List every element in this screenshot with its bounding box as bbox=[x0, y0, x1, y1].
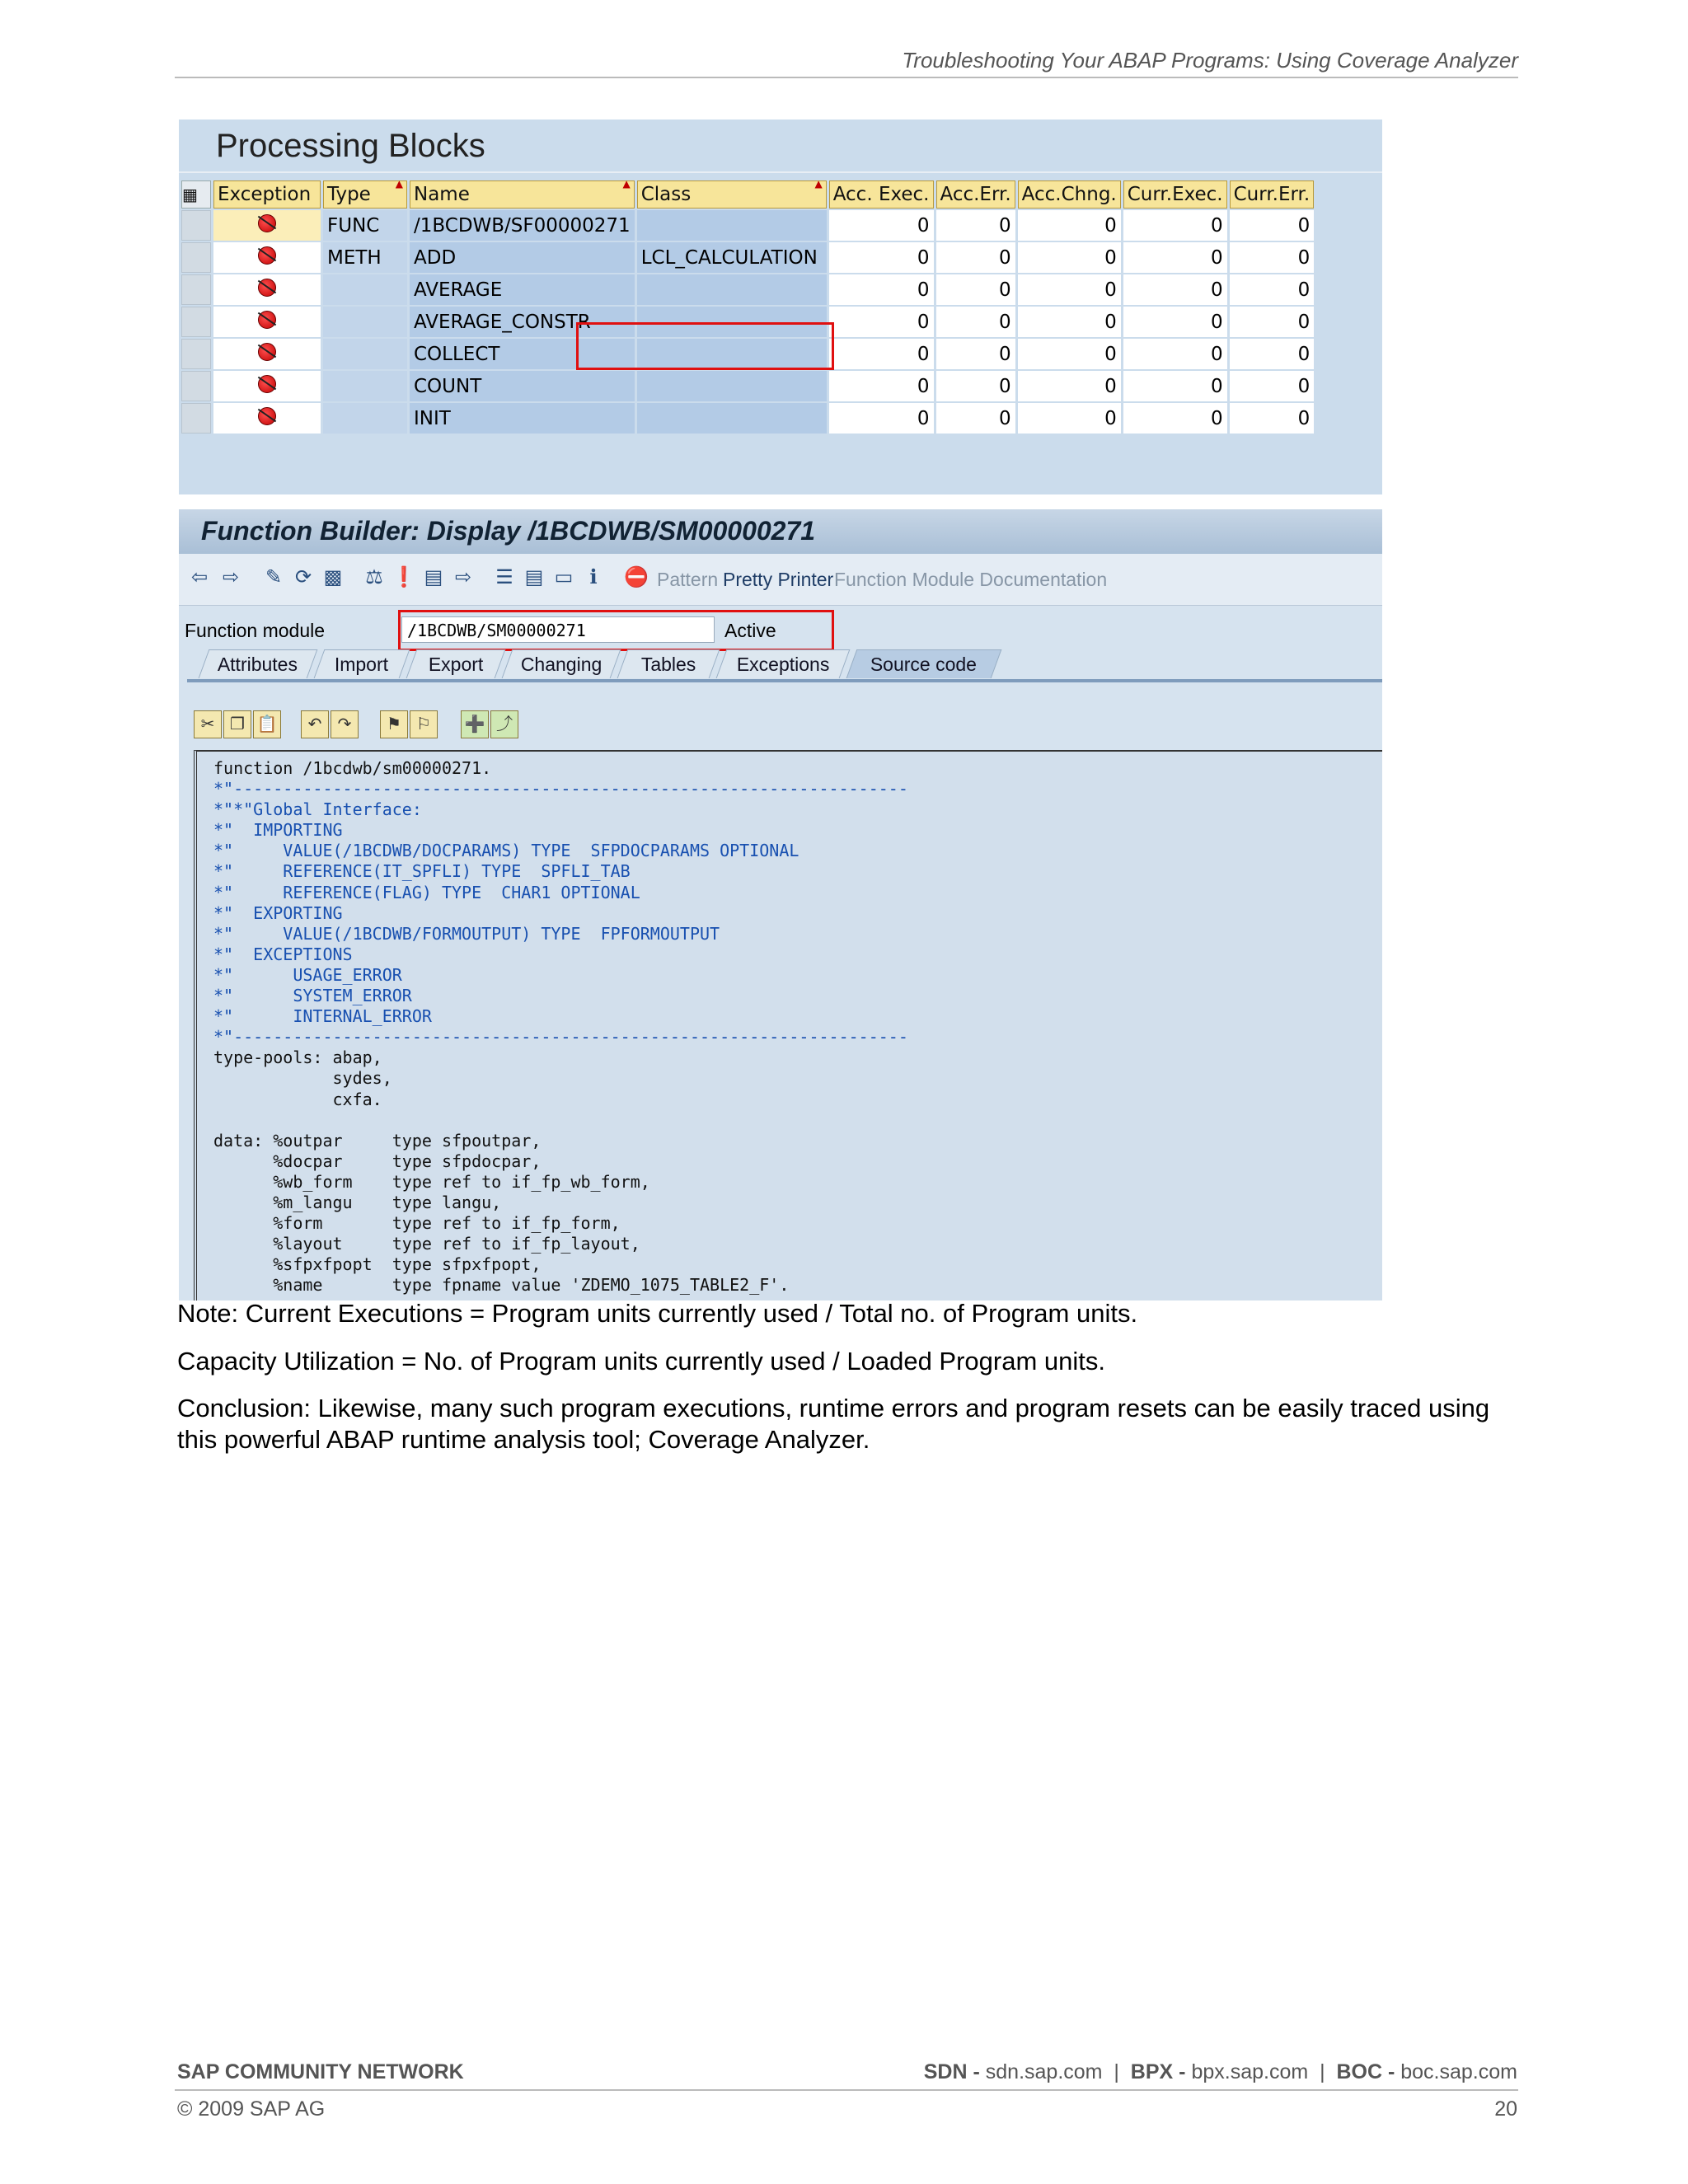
footer-boc-link[interactable]: boc.sap.com bbox=[1400, 2060, 1517, 2083]
code-line: data: %outpar type sfpoutpar, bbox=[213, 1130, 542, 1151]
tab-tables-label: Tables bbox=[640, 654, 696, 675]
pattern-button[interactable]: Pattern bbox=[657, 569, 719, 590]
column-header-acc-chng[interactable]: Acc.Chng. bbox=[1018, 180, 1121, 209]
exception-cell bbox=[213, 274, 321, 305]
exception-cell bbox=[213, 242, 321, 273]
footer-community-network: SAP COMMUNITY NETWORK bbox=[177, 2060, 464, 2083]
insert-icon[interactable]: ➕ bbox=[461, 710, 489, 738]
exception-cell bbox=[213, 403, 321, 434]
code-line: *"*"Global Interface: bbox=[213, 799, 422, 820]
tab-exceptions[interactable] bbox=[716, 649, 851, 678]
stop-icon[interactable]: ⛔ bbox=[624, 566, 649, 588]
table-row[interactable] bbox=[181, 210, 1314, 241]
fm-documentation-button[interactable]: Function Module Documentation bbox=[834, 569, 1108, 590]
tab-changing[interactable] bbox=[502, 649, 621, 678]
curr-exec-cell: 0 bbox=[1123, 210, 1227, 241]
tab-tables[interactable] bbox=[617, 649, 720, 678]
code-line: %layout type ref to if_fp_layout, bbox=[213, 1234, 640, 1254]
code-line: type-pools: abap, bbox=[213, 1047, 382, 1068]
code-line: sydes, bbox=[213, 1068, 392, 1089]
code-line: %wb_form type ref to if_fp_wb_form, bbox=[213, 1171, 650, 1192]
function-builder-panel bbox=[179, 509, 1382, 1301]
exception-cell bbox=[213, 371, 321, 401]
column-header-type[interactable]: Type ▲ bbox=[323, 180, 407, 209]
type-cell bbox=[323, 274, 407, 305]
code-line bbox=[213, 1110, 908, 1131]
curr-exec-cell: 0 bbox=[1123, 371, 1227, 401]
source-code-editor[interactable] bbox=[194, 750, 1382, 1301]
table-row[interactable] bbox=[181, 403, 1314, 434]
function-module-highlight-box bbox=[398, 610, 834, 651]
function-builder-title: Function Builder: Display /1BCDWB/SM00000271 bbox=[201, 516, 816, 546]
tab-attributes[interactable] bbox=[199, 649, 318, 678]
acc-chng-cell: 0 bbox=[1018, 403, 1121, 434]
code-line: %name type fpname value 'ZDEMO_1075_TABLE2_F'. bbox=[213, 1275, 790, 1296]
row-selector[interactable] bbox=[181, 371, 211, 401]
curr-err-cell: 0 bbox=[1230, 307, 1315, 337]
undo-icon[interactable]: ↶ bbox=[301, 710, 329, 738]
page-number: 20 bbox=[1494, 2097, 1517, 2121]
note-capacity-utilization: Capacity Utilization = No. of Program units currently used / Loaded Program units. bbox=[177, 1347, 1106, 1376]
code-line: *" REFERENCE(FLAG) TYPE CHAR1 OPTIONAL bbox=[213, 882, 640, 902]
curr-exec-cell: 0 bbox=[1123, 274, 1227, 305]
paste-icon[interactable]: 📋 bbox=[253, 710, 281, 738]
display-object-list-icon[interactable]: ▭ bbox=[554, 566, 574, 588]
exception-red-light-icon bbox=[258, 311, 276, 329]
acc-err-cell: 0 bbox=[936, 403, 1015, 434]
curr-err-cell: 0 bbox=[1230, 371, 1315, 401]
tab-import-label: Import bbox=[335, 654, 389, 675]
code-line: *" VALUE(/1BCDWB/DOCPARAMS) TYPE SFPDOCPARAMS OPTIONAL bbox=[213, 841, 799, 861]
name-cell: COUNT bbox=[410, 371, 635, 401]
name-cell: ADD bbox=[410, 242, 635, 273]
column-header-curr-err[interactable]: Curr.Err. bbox=[1230, 180, 1315, 209]
tab-export-label: Export bbox=[428, 654, 484, 675]
stack-icon[interactable]: ▤ bbox=[524, 566, 544, 588]
column-header-exception[interactable]: Exception bbox=[213, 180, 321, 209]
code-line: %sfpxfpopt type sfpxfpopt, bbox=[213, 1254, 542, 1275]
curr-exec-cell: 0 bbox=[1123, 307, 1227, 337]
edit-pencil-icon[interactable]: ✎ bbox=[265, 566, 283, 588]
page-header-title: Troubleshooting Your ABAP Programs: Using Coverage Analyzer bbox=[902, 48, 1518, 73]
where-used-icon[interactable]: ⇨ bbox=[454, 566, 472, 588]
grid-header-row bbox=[181, 180, 1314, 209]
type-cell bbox=[323, 403, 407, 434]
table-row[interactable] bbox=[181, 274, 1314, 305]
layout-menu-icon[interactable]: ▦ bbox=[182, 185, 198, 204]
class-cell bbox=[637, 403, 827, 434]
acc-exec-cell: 0 bbox=[829, 371, 934, 401]
title-divider bbox=[179, 171, 1382, 173]
table-row[interactable] bbox=[181, 371, 1314, 401]
curr-exec-cell: 0 bbox=[1123, 339, 1227, 369]
select-all-cell[interactable] bbox=[181, 180, 211, 209]
hierarchy-icon[interactable]: ☰ bbox=[495, 566, 513, 588]
test-icon[interactable]: ▤ bbox=[424, 566, 443, 588]
name-cell: COLLECT bbox=[410, 339, 635, 369]
acc-exec-cell: 0 bbox=[829, 274, 934, 305]
tab-exceptions-label: Exceptions bbox=[736, 654, 830, 675]
curr-exec-cell: 0 bbox=[1123, 242, 1227, 273]
find-icon[interactable]: ⚑ bbox=[380, 710, 408, 738]
code-line: *" VALUE(/1BCDWB/FORMOUTPUT) TYPE FPFORMOUTPUT bbox=[213, 923, 720, 944]
type-cell: FUNC bbox=[323, 210, 407, 241]
row-selector[interactable] bbox=[181, 274, 211, 305]
footer-copyright: © 2009 SAP AG bbox=[177, 2097, 326, 2121]
header-divider bbox=[175, 77, 1518, 78]
acc-err-cell: 0 bbox=[936, 242, 1015, 273]
exception-cell bbox=[213, 307, 321, 337]
name-cell: INIT bbox=[410, 403, 635, 434]
redo-icon[interactable]: ↷ bbox=[331, 710, 359, 738]
function-module-status: Active bbox=[724, 620, 776, 641]
acc-exec-cell: 0 bbox=[829, 307, 934, 337]
acc-exec-cell: 0 bbox=[829, 242, 934, 273]
type-cell: METH bbox=[323, 242, 407, 273]
type-cell bbox=[323, 307, 407, 337]
note-current-executions: Note: Current Executions = Program units currently used / Total no. of Program units. bbox=[177, 1299, 1138, 1328]
code-line: *" IMPORTING bbox=[213, 820, 343, 841]
code-line: *" EXPORTING bbox=[213, 902, 343, 923]
tab-source-code-label: Source code bbox=[870, 654, 978, 675]
exception-red-light-icon bbox=[258, 375, 276, 393]
exception-cell bbox=[213, 210, 321, 241]
check-icon[interactable]: ⚖ bbox=[365, 566, 383, 588]
function-module-field[interactable]: /1BCDWB/SM00000271 bbox=[401, 616, 715, 643]
upload-icon[interactable]: ⤴ bbox=[490, 710, 518, 738]
back-arrow-icon[interactable]: ⇦ bbox=[190, 566, 209, 588]
acc-exec-cell: 0 bbox=[829, 210, 934, 241]
exception-red-light-icon bbox=[258, 214, 276, 232]
row-selector[interactable] bbox=[181, 210, 211, 241]
source-code-text bbox=[213, 758, 908, 1296]
row-selector[interactable] bbox=[181, 339, 211, 369]
acc-chng-cell: 0 bbox=[1018, 307, 1121, 337]
forward-arrow-icon[interactable]: ⇨ bbox=[222, 566, 240, 588]
code-line: cxfa. bbox=[213, 1089, 382, 1109]
acc-exec-cell: 0 bbox=[829, 403, 934, 434]
curr-err-cell: 0 bbox=[1230, 339, 1315, 369]
copy-icon[interactable]: ❐ bbox=[223, 710, 251, 738]
footer-boc-label: BOC - bbox=[1336, 2060, 1395, 2083]
code-line: function /1bcdwb/sm00000271. bbox=[213, 758, 492, 778]
name-cell: AVERAGE_CONSTR bbox=[410, 307, 635, 337]
name-cell: /1BCDWB/SF00000271 bbox=[410, 210, 635, 241]
type-cell bbox=[323, 339, 407, 369]
curr-exec-cell: 0 bbox=[1123, 403, 1227, 434]
acc-err-cell: 0 bbox=[936, 274, 1015, 305]
name-highlight-box bbox=[576, 322, 834, 370]
function-builder-titlebar bbox=[179, 509, 1382, 554]
acc-err-cell: 0 bbox=[936, 339, 1015, 369]
tab-attributes-label: Attributes bbox=[218, 654, 298, 675]
processing-blocks-panel bbox=[179, 120, 1382, 494]
type-cell bbox=[323, 371, 407, 401]
code-line: *" EXCEPTIONS bbox=[213, 944, 353, 964]
processing-blocks-grid bbox=[179, 179, 1316, 435]
acc-chng-cell: 0 bbox=[1018, 339, 1121, 369]
curr-err-cell: 0 bbox=[1230, 403, 1315, 434]
curr-err-cell: 0 bbox=[1230, 210, 1315, 241]
code-line: *" REFERENCE(IT_SPFLI) TYPE SPFLI_TAB bbox=[213, 861, 631, 882]
acc-chng-cell: 0 bbox=[1018, 274, 1121, 305]
exception-red-light-icon bbox=[258, 407, 276, 425]
curr-err-cell: 0 bbox=[1230, 242, 1315, 273]
footer-links: SDN - sdn.sap.com | BPX - bpx.sap.com | BOC - boc.sap.com bbox=[923, 2060, 1517, 2083]
code-line: *" USAGE_ERROR bbox=[213, 964, 402, 985]
acc-err-cell: 0 bbox=[936, 307, 1015, 337]
name-cell: AVERAGE bbox=[410, 274, 635, 305]
column-header-name[interactable]: Name ▲ bbox=[410, 180, 635, 209]
pretty-printer-button[interactable]: Pretty Printer bbox=[723, 569, 834, 590]
tab-import[interactable] bbox=[314, 649, 410, 678]
processing-blocks-title: Processing Blocks bbox=[216, 128, 485, 164]
footer-divider bbox=[175, 2089, 1518, 2091]
tab-changing-label: Changing bbox=[520, 654, 603, 675]
column-header-curr-exec[interactable]: Curr.Exec. bbox=[1123, 180, 1227, 209]
acc-exec-cell: 0 bbox=[829, 339, 934, 369]
row-selector[interactable] bbox=[181, 403, 211, 434]
code-line: *" SYSTEM_ERROR bbox=[213, 986, 412, 1006]
tab-source-code[interactable] bbox=[846, 649, 1002, 678]
other-object-icon[interactable]: ▩ bbox=[323, 566, 343, 588]
class-cell: LCL_CALCULATION bbox=[637, 242, 827, 273]
column-header-acc-exec[interactable]: Acc. Exec. bbox=[829, 180, 934, 209]
footer-sdn-label: SDN - bbox=[923, 2060, 980, 2083]
acc-chng-cell: 0 bbox=[1018, 371, 1121, 401]
exception-red-light-icon bbox=[258, 246, 276, 265]
code-line: *" INTERNAL_ERROR bbox=[213, 1006, 432, 1027]
find-next-icon[interactable]: ⚐ bbox=[410, 710, 438, 738]
class-cell bbox=[637, 210, 827, 241]
acc-err-cell: 0 bbox=[936, 371, 1015, 401]
acc-chng-cell: 0 bbox=[1018, 242, 1121, 273]
code-line: %m_langu type langu, bbox=[213, 1192, 502, 1212]
footer-bpx-link[interactable]: bpx.sap.com bbox=[1191, 2060, 1309, 2083]
exception-red-light-icon bbox=[258, 343, 276, 361]
tab-export[interactable] bbox=[406, 649, 506, 678]
column-header-acc-err[interactable]: Acc.Err. bbox=[936, 180, 1015, 209]
class-cell bbox=[637, 274, 827, 305]
note-conclusion: Conclusion: Likewise, many such program executions, runtime errors and program resets can be easily traced using this powerful ABAP runtime analysis tool; Coverage Analyzer. bbox=[177, 1394, 1490, 1454]
info-icon[interactable]: ℹ bbox=[589, 566, 598, 588]
tab-strip-line bbox=[187, 679, 1382, 682]
column-header-class[interactable]: Class ▲ bbox=[637, 180, 827, 209]
active-inactive-icon[interactable]: ⟳ bbox=[294, 566, 312, 588]
acc-err-cell: 0 bbox=[936, 210, 1015, 241]
class-cell bbox=[637, 371, 827, 401]
exception-red-light-icon bbox=[258, 279, 276, 297]
code-line: %docpar type sfpdocpar, bbox=[213, 1151, 542, 1171]
cut-icon[interactable]: ✂ bbox=[194, 710, 222, 738]
code-line: *"-------------------------------------------------------------------- bbox=[213, 1027, 908, 1047]
row-selector[interactable] bbox=[181, 307, 211, 337]
table-row[interactable] bbox=[181, 242, 1314, 273]
footer-bpx-label: BPX - bbox=[1130, 2060, 1186, 2083]
curr-err-cell: 0 bbox=[1230, 274, 1315, 305]
activate-icon[interactable]: ❗ bbox=[392, 566, 416, 588]
function-builder-toolbar bbox=[179, 554, 1382, 606]
row-selector[interactable] bbox=[181, 242, 211, 273]
code-line: *"-------------------------------------------------------------------- bbox=[213, 779, 908, 799]
code-line: %form type ref to if_fp_form, bbox=[213, 1213, 621, 1234]
acc-chng-cell: 0 bbox=[1018, 210, 1121, 241]
exception-cell bbox=[213, 339, 321, 369]
function-module-label: Function module bbox=[185, 620, 326, 641]
footer-sdn-link[interactable]: sdn.sap.com bbox=[985, 2060, 1103, 2083]
